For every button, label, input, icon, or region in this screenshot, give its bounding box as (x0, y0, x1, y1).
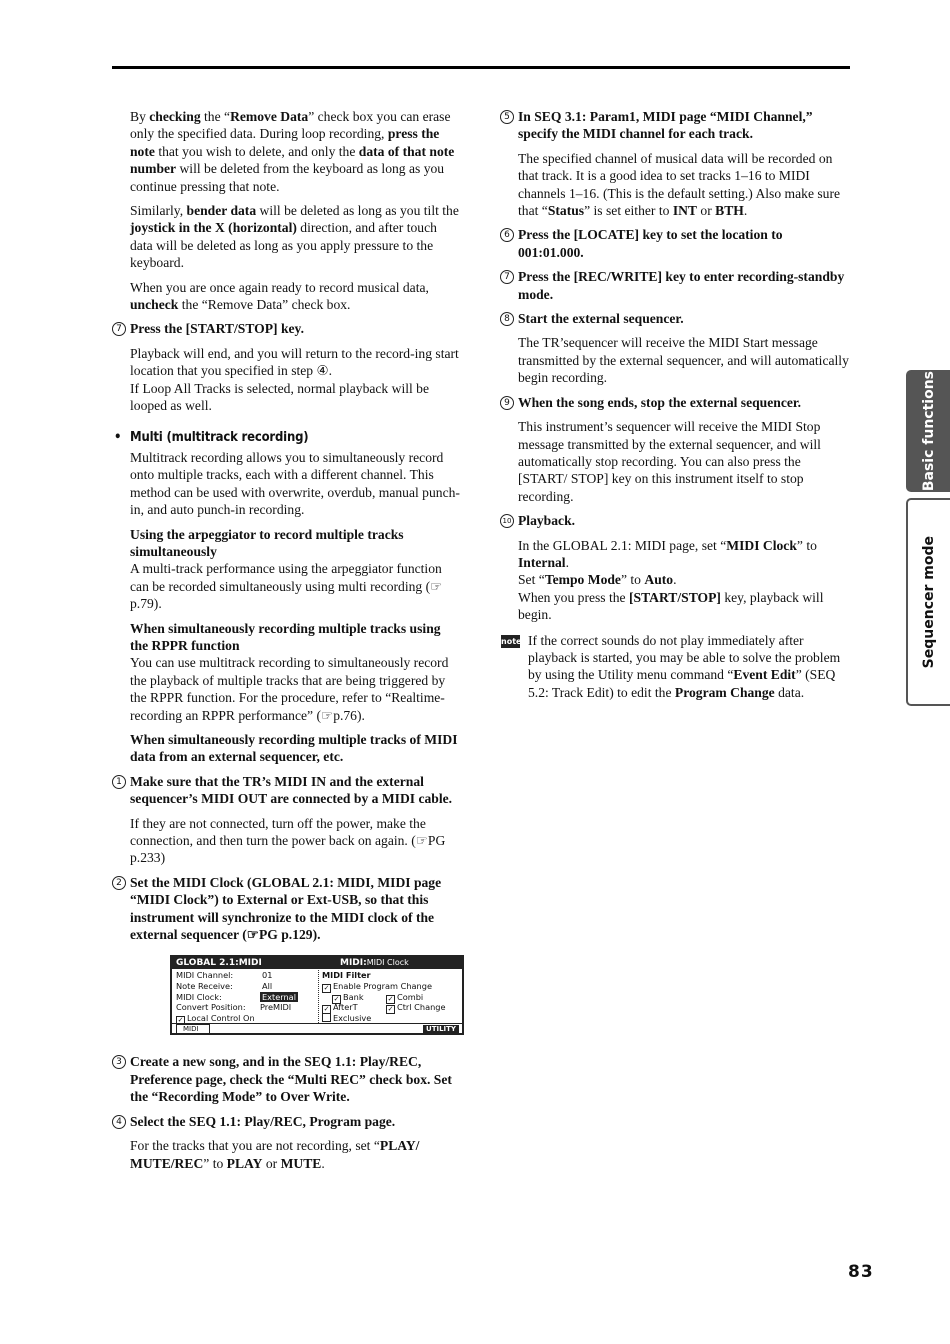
lcd-row-convert-position: Convert Position: PreMIDI (176, 1002, 292, 1013)
section-heading-multi: • Multi (multitrack recording) (114, 429, 309, 445)
paragraph-playback-end: Playback will end, and you will return to the record-ing start location that you specified in step ④. If Loop All Tracks is selected, normal playback will be looped as well. (130, 345, 459, 414)
lcd-filter-program-change: ✓ Enable Program Change (323, 981, 432, 993)
step-number: 6 (500, 228, 514, 242)
paragraph-midi-start: The TR’sequencer will receive the MIDI Start message transmitted by the external sequencer, and will automatically begin recording. (518, 335, 849, 386)
step-number: 7 (112, 322, 126, 336)
lcd-title-bar (172, 957, 462, 969)
lcd-filter-aftert-ctrl: ✓ AfterT ✓ Ctrl Change (323, 1002, 446, 1014)
paragraph-arpeggiator: A multi-track performance using the arpeggiator function can be recorded simultaneously using multi recording (☞p.79). (130, 561, 443, 612)
lcd-page-subtitle: MIDI:MIDI Clock (340, 958, 409, 969)
note-icon: note (501, 636, 522, 646)
note-text: If the correct sounds do not play immediately after playback is started, you may be able to solve the problem by using the Utility menu command “Event Edit” (SEQ 5.2: Track Edit) to edit the Program Change data. (528, 632, 841, 700)
step-6-locate: 6 Press the [LOCATE] key to set the location to 001:01.000. (500, 226, 850, 261)
paragraph-connection: If they are not connected, turn off the power, make the connection, and then turn the power back on again. (☞PG p.233) (130, 815, 446, 866)
lcd-filter-bank-combi: ✓ Bank ✓ Combi (333, 991, 424, 1003)
left-column (112, 108, 462, 1179)
step-number: 9 (500, 396, 514, 410)
lcd-filter-exclusive: Exclusive (322, 1013, 462, 1024)
paragraph-play-mute: For the tracks that you are not recording, set “PLAY/ MUTE/REC” to PLAY or MUTE. (130, 1138, 420, 1171)
step-1-connect: 1 Make sure that the TR’s MIDI IN and the external sequencer’s MIDI OUT are connected by a MIDI cable. (112, 773, 462, 808)
checkbox-checked-icon: ✓ (387, 1005, 394, 1014)
paragraph-rppr: You can use multitrack recording to simultaneously record the playback of multiple tracks that are being triggered by the RPPR function. For the procedure, refer to “Realtime-recording an RPPR performance” (☞p.76). (130, 655, 449, 723)
step-9-stop-external: 9 When the song ends, stop the external sequencer. (500, 394, 850, 411)
lcd-footer (172, 1023, 462, 1033)
lcd-tab-midi: MIDI (176, 1024, 210, 1033)
step-10-playback: 10 Playback. (500, 512, 850, 529)
lcd-row-midi-channel: MIDI Channel: 01 (176, 970, 273, 981)
step-3-create-song: 3 Create a new song, and in the SEQ 1.1: Play/REC, Preference page, check the “Multi REC” check box. Set the “Recording Mode” to Over Write. (112, 1053, 462, 1105)
step-number: 2 (112, 876, 126, 890)
side-tab-sequencer-mode[interactable]: Sequencer mode (906, 498, 950, 706)
checkbox-checked-icon: ✓ (323, 984, 330, 993)
step-number: 3 (112, 1055, 126, 1069)
step-7-rec-write: 7 Press the [REC/WRITE] key to enter recording-standby mode. (500, 268, 850, 303)
paragraph-multitrack: Multitrack recording allows you to simultaneously record onto multiple tracks, each with a different channel. This method can be used with overwrite, overdub, manual punch-in, and auto punch-in recording. (130, 449, 460, 518)
lcd-row-note-receive: Note Receive: All (176, 981, 273, 992)
lcd-page-title: GLOBAL 2.1:MIDI (176, 958, 262, 969)
step-2-midi-clock: 2 Set the MIDI Clock (GLOBAL 2.1: MIDI, MIDI page “MIDI Clock”) to External or Ext-USB, so that this instrument will synchronize to the MIDI clock of the external sequencer (☞PG p.129). (112, 874, 462, 944)
lcd-filter-title: MIDI Filter (322, 970, 371, 981)
right-column (500, 108, 850, 701)
checkbox-checked-icon: ✓ (323, 1005, 330, 1014)
subheading-rppr: When simultaneously recording multiple tracks using the RPPR function (130, 620, 441, 653)
checkbox-checked-icon: ✓ (333, 994, 340, 1003)
lcd-screen-global-midi (170, 955, 464, 1035)
step-number: 7 (500, 270, 514, 284)
paragraph-bender-data: Similarly, bender data will be deleted as long as you tilt the joystick in the X (horizontal) direction, and after touch data will be deleted as long as you apply pressure to the keyboard. (130, 203, 459, 271)
checkbox-checked-icon: ✓ (387, 994, 394, 1003)
paragraph-playback-settings: In the GLOBAL 2.1: MIDI page, set “MIDI Clock” to Internal. Set “Tempo Mode” to Auto. When you press the [START/STOP] key, playback will begin. (518, 537, 824, 623)
checkbox-unchecked-icon (322, 1013, 331, 1022)
step-number: 5 (500, 110, 514, 124)
paragraph-channel-status: The specified channel of musical data will be recorded on that track. It is a good idea to set tracks 1–16 to MIDI channels 1–16. (This is the default setting.) Also make sure that “Status” is set either to INT or BTH. (518, 150, 841, 219)
paragraph-remove-data: By checking the “Remove Data” check box you can erase only the specified data. During loop recording, press the note that you wish to delete, and only the data of that note number will be deleted from the keyboard as long as you continue pressing that note. (130, 109, 455, 194)
step-number: 8 (500, 312, 514, 326)
top-rule (112, 66, 850, 69)
step-4-select-page: 4 Select the SEQ 1.1: Play/REC, Program page. (112, 1113, 462, 1130)
paragraph-midi-stop: This instrument’s sequencer will receive the MIDI Stop message transmitted by the external sequencer, and will automatically stop recording. You can also press the [START/ STOP] key on this instrument itself to stop recording. (518, 419, 821, 504)
lcd-utility-button: UTILITY (423, 1025, 459, 1033)
lcd-right-panel (318, 970, 462, 1023)
side-tab-basic-functions[interactable]: Basic functions (906, 370, 950, 492)
step-7-start-stop: 7 Press the [START/STOP] key. (112, 320, 462, 337)
note-block (500, 632, 850, 702)
page-number: 83 (848, 1262, 874, 1282)
lcd-row-local-control: ✓ Local Control On (177, 1012, 255, 1024)
step-number: 10 (500, 514, 514, 528)
lcd-left-panel (176, 970, 316, 1023)
paragraph-uncheck: When you are once again ready to record musical data, uncheck the “Remove Data” check box. (130, 279, 429, 313)
checkbox-checked-icon: ✓ (177, 1015, 184, 1024)
subheading-external: When simultaneously recording multiple tracks of MIDI data from an external sequencer, etc. (130, 732, 458, 765)
step-number: 4 (112, 1115, 126, 1129)
step-5-midi-channel: 5 In SEQ 3.1: Param1, MIDI page “MIDI Channel,” specify the MIDI channel for each track. (500, 108, 850, 143)
step-number: 1 (112, 775, 126, 789)
step-8-start-external: 8 Start the external sequencer. (500, 310, 850, 327)
lcd-row-midi-clock: MIDI Clock: External (176, 991, 296, 1002)
subheading-arpeggiator: Using the arpeggiator to record multiple tracks simultaneously (130, 526, 404, 559)
